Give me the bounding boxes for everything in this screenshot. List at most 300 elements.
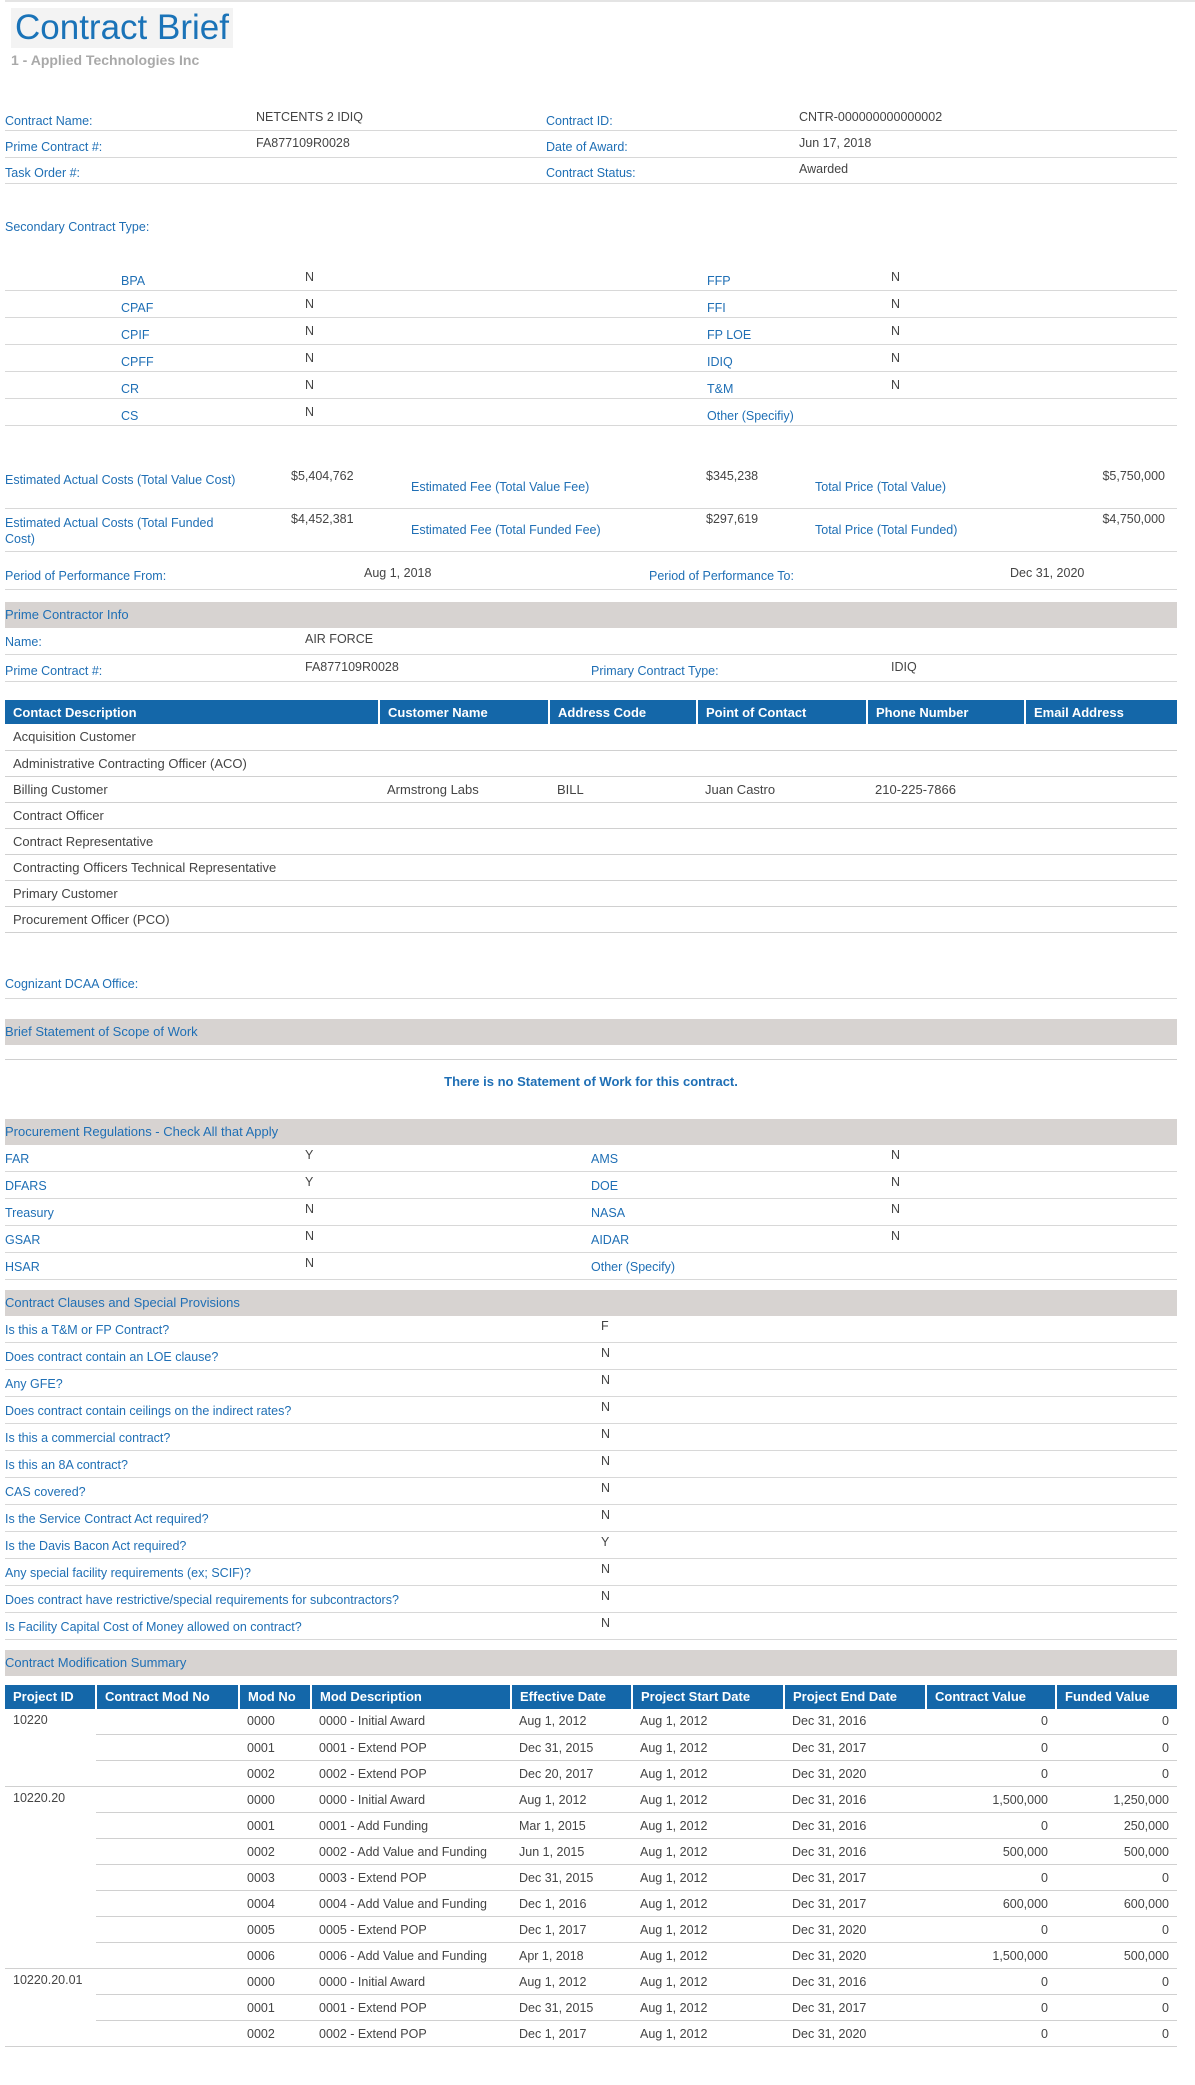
clause-question: Does contract contain an LOE clause? xyxy=(5,1349,219,1364)
mod-cell: 0003 xyxy=(239,1865,311,1891)
mod-cell: Dec 1, 2016 xyxy=(511,1891,632,1917)
clause-answer: N xyxy=(601,1453,611,1468)
clause-row xyxy=(5,1505,1177,1532)
clause-answer: F xyxy=(601,1318,609,1333)
mod-cell xyxy=(5,1813,96,1839)
mod-cell xyxy=(96,1891,239,1917)
type-value: N xyxy=(305,297,315,311)
mod-cell xyxy=(96,1995,239,2021)
contact-cell xyxy=(549,906,697,932)
contact-cell xyxy=(697,750,867,776)
mod-cell: 0000 - Initial Award xyxy=(311,1787,511,1813)
contact-cell: Billing Customer xyxy=(5,776,379,802)
mod-cell: Dec 31, 2017 xyxy=(784,1735,926,1761)
mod-cell: Aug 1, 2012 xyxy=(632,1891,784,1917)
mod-cell xyxy=(5,1943,96,1969)
mod-row xyxy=(5,1839,1177,1865)
clause-row xyxy=(5,1316,1177,1343)
contact-row xyxy=(5,776,1177,802)
mod-cell: 0 xyxy=(926,1995,1056,2021)
top-border xyxy=(5,0,1195,2)
type-value: N xyxy=(891,270,901,284)
task-order-label: Task Order #: xyxy=(5,166,81,180)
primary-contract-type-label: Primary Contract Type: xyxy=(591,664,719,678)
mod-cell: 0 xyxy=(926,1813,1056,1839)
contact-cell xyxy=(697,828,867,854)
mod-cell: Dec 31, 2020 xyxy=(784,2021,926,2047)
est-fee-value: $345,238 xyxy=(706,469,759,483)
clause-row xyxy=(5,1424,1177,1451)
regulation-label: AMS xyxy=(591,1151,619,1166)
mod-cell xyxy=(96,1943,239,1969)
clause-row xyxy=(5,1478,1177,1505)
mod-cell: 0 xyxy=(926,1761,1056,1787)
column-header: Contract Mod No xyxy=(96,1685,239,1709)
clause-answer: N xyxy=(601,1588,611,1603)
secondary-contract-types xyxy=(5,264,1177,426)
type-value: N xyxy=(891,297,901,311)
contact-row xyxy=(5,828,1177,854)
mod-cell xyxy=(96,1787,239,1813)
scope-section-header: Brief Statement of Scope of Work xyxy=(5,1019,1177,1045)
mod-cell xyxy=(5,1917,96,1943)
clause-answer: N xyxy=(601,1372,611,1387)
mod-cell: 0002 - Extend POP xyxy=(311,1761,511,1787)
type-label: IDIQ xyxy=(707,355,733,369)
est-cost-value-label: Estimated Actual Costs (Total Value Cost) xyxy=(5,473,236,487)
clause-question: Is Facility Capital Cost of Money allowed on contract? xyxy=(5,1619,302,1634)
clause-row xyxy=(5,1451,1177,1478)
contact-cell: 210-225-7866 xyxy=(867,776,1025,802)
mod-cell: Dec 1, 2017 xyxy=(511,1917,632,1943)
column-header: Point of Contact xyxy=(697,700,867,724)
contact-cell: Contract Officer xyxy=(5,802,379,828)
clauses-section-header: Contract Clauses and Special Provisions xyxy=(5,1290,1177,1316)
contact-cell xyxy=(549,724,697,750)
prime-contractor-section-header: Prime Contractor Info xyxy=(5,602,1177,628)
mod-row xyxy=(5,2021,1177,2047)
no-sow-message: There is no Statement of Work for this contract. xyxy=(444,1073,738,1089)
contact-cell: BILL xyxy=(549,776,697,802)
contact-cell xyxy=(379,750,549,776)
mod-cell xyxy=(5,1865,96,1891)
mod-cell: 0 xyxy=(1056,1917,1177,1943)
mod-cell: Apr 1, 2018 xyxy=(511,1943,632,1969)
mod-cell: 1,250,000 xyxy=(1056,1787,1177,1813)
regulation-value: Y xyxy=(305,1147,314,1162)
clause-question: Any GFE? xyxy=(5,1376,63,1391)
regulation-value: N xyxy=(891,1228,901,1243)
mod-cell: Dec 31, 2016 xyxy=(784,1709,926,1735)
contact-cell xyxy=(867,854,1025,880)
mod-cell xyxy=(96,1969,239,1995)
total-price-funded-label: Total Price (Total Funded) xyxy=(815,523,958,537)
mod-cell: Aug 1, 2012 xyxy=(632,1761,784,1787)
contact-cell xyxy=(379,906,549,932)
mod-cell: 0 xyxy=(1056,1969,1177,1995)
mod-cell xyxy=(5,1891,96,1917)
mod-cell: 0000 - Initial Award xyxy=(311,1709,511,1735)
mod-cell: 1,500,000 xyxy=(926,1787,1056,1813)
mod-cell: Aug 1, 2012 xyxy=(632,1839,784,1865)
mod-row xyxy=(5,1865,1177,1891)
contract-name-value: NETCENTS 2 IDIQ xyxy=(256,110,363,124)
est-cost-value: $5,404,762 xyxy=(291,469,354,483)
type-label: CPAF xyxy=(121,301,154,315)
type-value: N xyxy=(891,324,901,338)
mod-cell: Dec 20, 2017 xyxy=(511,1761,632,1787)
contact-cell xyxy=(697,854,867,880)
mod-cell: 0003 - Extend POP xyxy=(311,1865,511,1891)
column-header: Contact Description xyxy=(5,700,379,724)
clause-answer: N xyxy=(601,1426,611,1441)
clause-row xyxy=(5,1613,1177,1640)
mod-cell: 0000 xyxy=(239,1969,311,1995)
clause-answer: N xyxy=(601,1615,611,1630)
contract-status-value: Awarded xyxy=(799,162,849,176)
primary-contract-type-value: IDIQ xyxy=(891,660,917,674)
regulation-value: Y xyxy=(305,1174,314,1189)
mod-cell: 0001 - Add Funding xyxy=(311,1813,511,1839)
mod-cell: Aug 1, 2012 xyxy=(632,1917,784,1943)
mod-cell: 0 xyxy=(1056,1735,1177,1761)
mod-cell: Aug 1, 2012 xyxy=(511,1969,632,1995)
mod-cell: 0001 xyxy=(239,1813,311,1839)
dcaa-office-label: Cognizant DCAA Office: xyxy=(5,976,139,991)
mod-cell: Dec 31, 2020 xyxy=(784,1761,926,1787)
clauses-list xyxy=(5,1316,1177,1640)
clause-question: Is this an 8A contract? xyxy=(5,1457,128,1472)
mod-cell: Aug 1, 2012 xyxy=(632,1709,784,1735)
column-header: Contract Value xyxy=(926,1685,1056,1709)
prime-contract-number-label: Prime Contract #: xyxy=(5,664,103,678)
mod-cell: 0006 xyxy=(239,1943,311,1969)
mod-cell: 0005 xyxy=(239,1917,311,1943)
contact-cell xyxy=(549,854,697,880)
est-cost-funded-label: Estimated Actual Costs (Total Funded Cost) xyxy=(5,516,214,546)
prime-contract-value: FA877109R0028 xyxy=(256,136,350,150)
mod-cell xyxy=(5,1995,96,2021)
regulation-value: N xyxy=(305,1228,315,1243)
clause-question: Does contract contain ceilings on the indirect rates? xyxy=(5,1403,292,1418)
contact-cell xyxy=(867,802,1025,828)
mod-row xyxy=(5,1917,1177,1943)
mod-row xyxy=(5,1761,1177,1787)
contact-cell xyxy=(867,750,1025,776)
contact-cell xyxy=(867,880,1025,906)
type-value: N xyxy=(891,351,901,365)
mod-row xyxy=(5,1995,1177,2021)
mod-cell: 500,000 xyxy=(926,1839,1056,1865)
clause-question: CAS covered? xyxy=(5,1484,86,1499)
clause-row xyxy=(5,1397,1177,1424)
est-fee-funded-label: Estimated Fee (Total Funded Fee) xyxy=(411,523,601,537)
mod-cell: Dec 31, 2016 xyxy=(784,1839,926,1865)
mod-cell xyxy=(5,1761,96,1787)
contact-cell xyxy=(549,802,697,828)
prime-contract-label: Prime Contract #: xyxy=(5,140,103,154)
contact-cell xyxy=(1025,906,1177,932)
contact-cell xyxy=(697,880,867,906)
regulation-label: FAR xyxy=(5,1151,30,1166)
mod-cell: Aug 1, 2012 xyxy=(632,1813,784,1839)
mod-cell: 1,500,000 xyxy=(926,1943,1056,1969)
clause-answer: N xyxy=(601,1561,611,1576)
mod-cell: 0004 xyxy=(239,1891,311,1917)
mod-cell: Mar 1, 2015 xyxy=(511,1813,632,1839)
contact-row xyxy=(5,854,1177,880)
mod-cell: 0 xyxy=(926,1969,1056,1995)
mod-cell: 0001 - Extend POP xyxy=(311,1735,511,1761)
type-label: CPFF xyxy=(121,355,154,369)
mod-cell: Aug 1, 2012 xyxy=(632,1787,784,1813)
mod-cell: 0 xyxy=(1056,1709,1177,1735)
mod-cell: 0006 - Add Value and Funding xyxy=(311,1943,511,1969)
regulation-label: DFARS xyxy=(5,1178,47,1193)
mod-cell: 500,000 xyxy=(1056,1943,1177,1969)
clause-answer: N xyxy=(601,1507,611,1522)
clause-row xyxy=(5,1370,1177,1397)
mod-cell xyxy=(96,1735,239,1761)
mod-cell: Aug 1, 2012 xyxy=(511,1709,632,1735)
contacts-table xyxy=(5,700,1177,933)
company-subtitle: 1 - Applied Technologies Inc xyxy=(11,52,200,68)
mod-cell: 10220.20.01 xyxy=(13,1973,83,1987)
regulations-section-header: Procurement Regulations - Check All that Apply xyxy=(5,1119,1177,1145)
contact-row xyxy=(5,724,1177,750)
mod-cell: Aug 1, 2012 xyxy=(632,1943,784,1969)
type-label: CS xyxy=(121,409,139,423)
mod-cell: 0002 - Extend POP xyxy=(311,2021,511,2047)
mod-cell: 600,000 xyxy=(1056,1891,1177,1917)
mod-cell: 0001 - Extend POP xyxy=(311,1995,511,2021)
mod-row xyxy=(5,1709,1177,1735)
mod-cell: Aug 1, 2012 xyxy=(632,1865,784,1891)
contact-cell xyxy=(379,828,549,854)
contract-info xyxy=(5,104,1177,184)
contact-row xyxy=(5,802,1177,828)
mods-table xyxy=(5,1685,1177,2048)
column-header: Customer Name xyxy=(379,700,549,724)
contract-name-label: Contract Name: xyxy=(5,114,93,128)
type-label: FP LOE xyxy=(707,328,752,342)
contract-id-value: CNTR-000000000000002 xyxy=(799,110,943,124)
contact-row xyxy=(5,906,1177,932)
contact-cell xyxy=(1025,776,1177,802)
column-header: Project End Date xyxy=(784,1685,926,1709)
contact-cell: Armstrong Labs xyxy=(379,776,549,802)
type-label: CR xyxy=(121,382,140,396)
mod-cell: Dec 31, 2020 xyxy=(784,1917,926,1943)
period-from-value: Aug 1, 2018 xyxy=(364,566,432,580)
regulation-label: Other (Specify) xyxy=(591,1259,676,1274)
mod-cell xyxy=(96,2021,239,2047)
mod-cell: 10220 xyxy=(13,1712,48,1727)
type-label: CPIF xyxy=(121,328,150,342)
mod-cell: 0000 xyxy=(239,1709,311,1735)
mod-row xyxy=(5,1813,1177,1839)
contact-cell: Contracting Officers Technical Representative xyxy=(5,854,379,880)
clause-row xyxy=(5,1343,1177,1370)
mod-cell: Aug 1, 2012 xyxy=(632,2021,784,2047)
contacts-header-row xyxy=(5,700,1177,724)
mod-cell: Aug 1, 2012 xyxy=(632,1995,784,2021)
clause-answer: Y xyxy=(601,1534,610,1549)
clause-answer: N xyxy=(601,1345,611,1360)
regulation-value: N xyxy=(891,1147,901,1162)
contract-status-label: Contract Status: xyxy=(546,166,636,180)
mod-cell xyxy=(5,1839,96,1865)
contact-cell: Acquisition Customer xyxy=(5,724,379,750)
mod-row xyxy=(5,1943,1177,1969)
total-price-value: $5,750,000 xyxy=(1102,469,1165,483)
column-header: Email Address xyxy=(1025,700,1177,724)
contact-cell xyxy=(867,906,1025,932)
total-price-value-label: Total Price (Total Value) xyxy=(815,480,947,494)
contact-cell xyxy=(697,906,867,932)
mod-cell: 10220.20 xyxy=(13,1791,66,1805)
contact-cell: Procurement Officer (PCO) xyxy=(5,906,379,932)
mod-cell xyxy=(96,1709,239,1735)
mod-cell: 0002 xyxy=(239,2021,311,2047)
mod-cell xyxy=(5,2021,96,2047)
contact-cell xyxy=(1025,854,1177,880)
mod-cell: 0 xyxy=(1056,2021,1177,2047)
column-header: Effective Date xyxy=(511,1685,632,1709)
mod-row xyxy=(5,1787,1177,1813)
page-title: Contract Brief xyxy=(11,8,233,48)
contact-cell xyxy=(1025,880,1177,906)
contact-cell xyxy=(867,828,1025,854)
mod-cell: 0002 xyxy=(239,1761,311,1787)
mod-cell: 0000 xyxy=(239,1787,311,1813)
clause-row xyxy=(5,1586,1177,1613)
mod-cell xyxy=(5,1735,96,1761)
mod-cell: Dec 31, 2015 xyxy=(511,1735,632,1761)
mod-cell: 0 xyxy=(926,2021,1056,2047)
mod-cell: 600,000 xyxy=(926,1891,1056,1917)
regulation-label: AIDAR xyxy=(591,1232,630,1247)
mod-cell: Dec 31, 2015 xyxy=(511,1865,632,1891)
regulation-label: NASA xyxy=(591,1205,626,1220)
mod-cell: Jun 1, 2015 xyxy=(511,1839,632,1865)
clause-row xyxy=(5,1532,1177,1559)
mod-cell: Dec 31, 2015 xyxy=(511,1995,632,2021)
column-header: Mod Description xyxy=(311,1685,511,1709)
mod-cell: 0 xyxy=(1056,1761,1177,1787)
regulation-value: N xyxy=(891,1174,901,1189)
contact-cell: Juan Castro xyxy=(697,776,867,802)
mod-cell: 0 xyxy=(926,1865,1056,1891)
type-value: N xyxy=(305,270,315,284)
mod-cell: 0001 xyxy=(239,1735,311,1761)
type-label: T&M xyxy=(707,382,734,396)
type-label: FFI xyxy=(707,301,726,315)
contact-cell xyxy=(697,802,867,828)
regulation-label: DOE xyxy=(591,1178,619,1193)
contact-cell xyxy=(549,750,697,776)
clause-question: Does contract have restrictive/special requirements for subcontractors? xyxy=(5,1592,399,1607)
type-label: BPA xyxy=(121,274,146,288)
clause-question: Is the Davis Bacon Act required? xyxy=(5,1538,187,1553)
regulation-label: GSAR xyxy=(5,1232,41,1247)
prime-name-value: AIR FORCE xyxy=(305,632,374,646)
mod-cell xyxy=(96,1761,239,1787)
column-header: Project ID xyxy=(5,1685,96,1709)
mod-cell: 0005 - Extend POP xyxy=(311,1917,511,1943)
mod-cell: Dec 31, 2016 xyxy=(784,1813,926,1839)
type-label: Other (Specifiy) xyxy=(707,409,794,423)
mod-cell: 0 xyxy=(926,1735,1056,1761)
contact-cell xyxy=(1025,828,1177,854)
regulation-value: N xyxy=(305,1201,315,1216)
column-header: Mod No xyxy=(239,1685,311,1709)
est-fee-funded: $297,619 xyxy=(706,512,759,526)
contact-cell: Primary Customer xyxy=(5,880,379,906)
period-to-value: Dec 31, 2020 xyxy=(1010,566,1085,580)
column-header: Project Start Date xyxy=(632,1685,784,1709)
mod-cell: Aug 1, 2012 xyxy=(511,1787,632,1813)
mod-cell xyxy=(96,1865,239,1891)
mods-header-row xyxy=(5,1685,1177,1709)
mod-cell: Aug 1, 2012 xyxy=(632,1969,784,1995)
mod-cell: Aug 1, 2012 xyxy=(632,1735,784,1761)
mod-cell: 0001 xyxy=(239,1995,311,2021)
prime-name-label: Name: xyxy=(5,635,42,649)
mods-section-header: Contract Modification Summary xyxy=(5,1650,1177,1676)
clause-answer: N xyxy=(601,1399,611,1414)
regulations-list xyxy=(5,1145,1177,1280)
mod-cell: 500,000 xyxy=(1056,1839,1177,1865)
type-value: N xyxy=(891,378,901,392)
clause-answer: N xyxy=(601,1480,611,1495)
mod-cell xyxy=(96,1917,239,1943)
mod-cell: 0 xyxy=(1056,1865,1177,1891)
contact-cell xyxy=(549,828,697,854)
date-of-award-label: Date of Award: xyxy=(546,140,628,154)
contact-cell xyxy=(1025,724,1177,750)
mod-cell: Dec 31, 2020 xyxy=(784,1943,926,1969)
type-value: N xyxy=(305,378,315,392)
mod-cell: 0000 - Initial Award xyxy=(311,1969,511,1995)
mod-cell: 0 xyxy=(926,1709,1056,1735)
type-value: N xyxy=(305,324,315,338)
clause-question: Any special facility requirements (ex; SCIF)? xyxy=(5,1565,251,1580)
clause-question: Is this a commercial contract? xyxy=(5,1430,171,1445)
column-header: Funded Value xyxy=(1056,1685,1177,1709)
contact-cell xyxy=(549,880,697,906)
mod-cell: 0002 xyxy=(239,1839,311,1865)
contact-cell xyxy=(379,880,549,906)
contact-cell xyxy=(697,724,867,750)
contact-cell xyxy=(1025,750,1177,776)
contact-cell: Contract Representative xyxy=(5,828,379,854)
regulation-value: N xyxy=(891,1201,901,1216)
mod-cell: 250,000 xyxy=(1056,1813,1177,1839)
est-fee-value-label: Estimated Fee (Total Value Fee) xyxy=(411,480,590,494)
contact-cell xyxy=(867,724,1025,750)
period-to-label: Period of Performance To: xyxy=(649,569,794,583)
mod-row xyxy=(5,1891,1177,1917)
mod-cell: 0002 - Add Value and Funding xyxy=(311,1839,511,1865)
cost-summary xyxy=(5,466,1177,590)
est-cost-funded: $4,452,381 xyxy=(291,512,354,526)
regulation-value: N xyxy=(305,1255,315,1270)
mod-cell: 0 xyxy=(926,1917,1056,1943)
mod-cell xyxy=(96,1839,239,1865)
type-value: N xyxy=(305,351,315,365)
contact-cell xyxy=(1025,802,1177,828)
